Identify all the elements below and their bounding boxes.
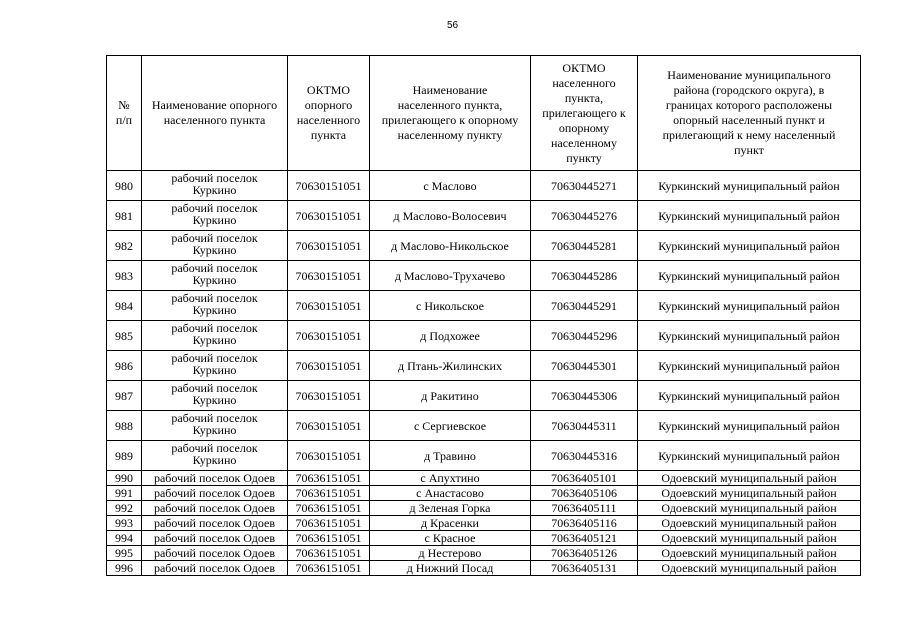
cell-district: Куркинский муниципальный район [638,171,861,201]
cell-num: 986 [107,351,142,381]
cell-num: 983 [107,261,142,291]
cell-hub-oktmo: 70636151051 [288,546,370,561]
cell-hub-oktmo: 70630151051 [288,291,370,321]
cell-num: 984 [107,291,142,321]
cell-district: Куркинский муниципальный район [638,351,861,381]
cell-adj-name: с Красное [370,531,531,546]
cell-hub-name [142,231,288,261]
table-row [107,561,861,576]
cell-hub-name: рабочий поселок Одоев [142,516,288,531]
hub-name-text: рабочий поселок Куркино [171,261,258,287]
cell-district: Одоевский муниципальный район [638,501,861,516]
cell-hub-oktmo: 70636151051 [288,486,370,501]
cell-district: Одоевский муниципальный район [638,546,861,561]
table-row [107,486,861,501]
table-row [107,381,861,411]
header-adj-oktmo: ОКТМО населенного пункта, прилегающего к опорному населенному пункту [531,56,638,171]
cell-hub-name: рабочий поселок Одоев [142,501,288,516]
cell-adj-name: д Зеленая Горка [370,501,531,516]
hub-name-text: рабочий поселок Куркино [171,321,258,347]
cell-hub-oktmo: 70630151051 [288,351,370,381]
table-row [107,231,861,261]
cell-num: 987 [107,381,142,411]
hub-name-text: рабочий поселок Куркино [171,411,258,437]
cell-hub-name [142,171,288,201]
cell-num: 990 [107,471,142,486]
cell-hub-name: рабочий поселок Одоев [142,531,288,546]
cell-adj-name: д Маслово-Никольское [370,231,531,261]
table-body [107,171,861,576]
cell-adj-oktmo: 70630445271 [531,171,638,201]
cell-district: Куркинский муниципальный район [638,441,861,471]
cell-adj-oktmo: 70630445276 [531,201,638,231]
cell-hub-name [142,441,288,471]
cell-adj-oktmo: 70630445286 [531,261,638,291]
cell-num: 988 [107,411,142,441]
table-row [107,546,861,561]
cell-num: 982 [107,231,142,261]
cell-hub-oktmo: 70630151051 [288,411,370,441]
cell-adj-oktmo: 70636405111 [531,501,638,516]
cell-adj-oktmo: 70630445296 [531,321,638,351]
hub-name-text: рабочий поселок Куркино [171,231,258,257]
table-row [107,471,861,486]
cell-district: Куркинский муниципальный район [638,201,861,231]
cell-adj-name: с Анастасово [370,486,531,501]
cell-adj-name: д Нижний Посад [370,561,531,576]
page-number: 56 [446,20,459,31]
cell-adj-oktmo: 70636405116 [531,516,638,531]
cell-district: Куркинский муниципальный район [638,411,861,441]
cell-district: Одоевский муниципальный район [638,516,861,531]
cell-district: Одоевский муниципальный район [638,471,861,486]
header-hub-name: Наименование опорного населенного пункта [142,56,288,171]
header-num: № п/п [107,56,142,171]
cell-adj-oktmo: 70636405126 [531,546,638,561]
cell-hub-oktmo: 70630151051 [288,441,370,471]
hub-name-text: рабочий поселок Куркино [171,291,258,317]
cell-adj-name: д Красенки [370,516,531,531]
cell-adj-name: с Маслово [370,171,531,201]
cell-hub-name [142,381,288,411]
table-row [107,291,861,321]
cell-adj-name: д Нестерово [370,546,531,561]
cell-num: 985 [107,321,142,351]
cell-hub-oktmo: 70636151051 [288,471,370,486]
cell-district: Куркинский муниципальный район [638,261,861,291]
cell-num: 995 [107,546,142,561]
table-row [107,321,861,351]
cell-district: Одоевский муниципальный район [638,561,861,576]
hub-name-text: рабочий поселок Куркино [171,441,258,467]
table-row [107,351,861,381]
cell-hub-name [142,351,288,381]
table-row [107,501,861,516]
cell-district: Одоевский муниципальный район [638,486,861,501]
cell-num: 994 [107,531,142,546]
cell-adj-oktmo: 70636405121 [531,531,638,546]
cell-hub-name: рабочий поселок Одоев [142,471,288,486]
cell-district: Куркинский муниципальный район [638,291,861,321]
cell-adj-oktmo: 70636405106 [531,486,638,501]
cell-adj-oktmo: 70636405101 [531,471,638,486]
cell-district: Куркинский муниципальный район [638,381,861,411]
cell-adj-name: д Ракитино [370,381,531,411]
cell-district: Куркинский муниципальный район [638,321,861,351]
cell-adj-oktmo: 70630445316 [531,441,638,471]
cell-hub-oktmo: 70636151051 [288,516,370,531]
cell-hub-oktmo: 70630151051 [288,231,370,261]
cell-district: Одоевский муниципальный район [638,531,861,546]
cell-adj-name: д Подхожее [370,321,531,351]
table-row [107,261,861,291]
cell-hub-name [142,411,288,441]
cell-adj-name: с Никольское [370,291,531,321]
cell-hub-name: рабочий поселок Одоев [142,561,288,576]
cell-hub-name [142,291,288,321]
cell-hub-name [142,321,288,351]
table-row [107,531,861,546]
cell-adj-oktmo: 70630445291 [531,291,638,321]
cell-hub-oktmo: 70636151051 [288,501,370,516]
hub-name-text: рабочий поселок Куркино [171,381,258,407]
cell-hub-oktmo: 70630151051 [288,171,370,201]
hub-name-text: рабочий поселок Куркино [171,201,258,227]
cell-hub-name [142,261,288,291]
cell-hub-name: рабочий поселок Одоев [142,546,288,561]
cell-num: 996 [107,561,142,576]
cell-hub-oktmo: 70630151051 [288,321,370,351]
cell-num: 981 [107,201,142,231]
table-row [107,516,861,531]
header-row [107,56,861,171]
cell-num: 980 [107,171,142,201]
cell-adj-oktmo: 70630445281 [531,231,638,261]
cell-num: 993 [107,516,142,531]
cell-adj-oktmo: 70630445306 [531,381,638,411]
cell-adj-oktmo: 70630445301 [531,351,638,381]
table-row [107,441,861,471]
cell-adj-name: д Травино [370,441,531,471]
cell-hub-name: рабочий поселок Одоев [142,486,288,501]
table-row [107,201,861,231]
header-adj-name: Наименование населенного пункта, прилегающего к опорному населенному пункту [370,56,531,171]
hub-name-text: рабочий поселок Куркино [171,351,258,377]
cell-hub-oktmo: 70636151051 [288,531,370,546]
cell-adj-oktmo: 70630445311 [531,411,638,441]
cell-num: 992 [107,501,142,516]
cell-adj-name: д Птань-Жилинских [370,351,531,381]
cell-num: 991 [107,486,142,501]
cell-district: Куркинский муниципальный район [638,231,861,261]
cell-num: 989 [107,441,142,471]
cell-hub-name [142,201,288,231]
cell-hub-oktmo: 70630151051 [288,201,370,231]
header-district: Наименование муниципального района (городского округа), в границах которого расположены опорный населенный пункт и прилегающий к нему населенный пункт [638,56,861,171]
cell-adj-name: д Маслово-Волосевич [370,201,531,231]
cell-hub-oktmo: 70636151051 [288,561,370,576]
settlements-table [106,55,861,576]
table-row [107,171,861,201]
cell-adj-oktmo: 70636405131 [531,561,638,576]
cell-hub-oktmo: 70630151051 [288,261,370,291]
table-row [107,411,861,441]
cell-adj-name: с Апухтино [370,471,531,486]
cell-hub-oktmo: 70630151051 [288,381,370,411]
cell-adj-name: д Маслово-Трухачево [370,261,531,291]
cell-adj-name: с Сергиевское [370,411,531,441]
header-hub-oktmo: ОКТМО опорного населенного пункта [288,56,370,171]
hub-name-text: рабочий поселок Куркино [171,171,258,197]
